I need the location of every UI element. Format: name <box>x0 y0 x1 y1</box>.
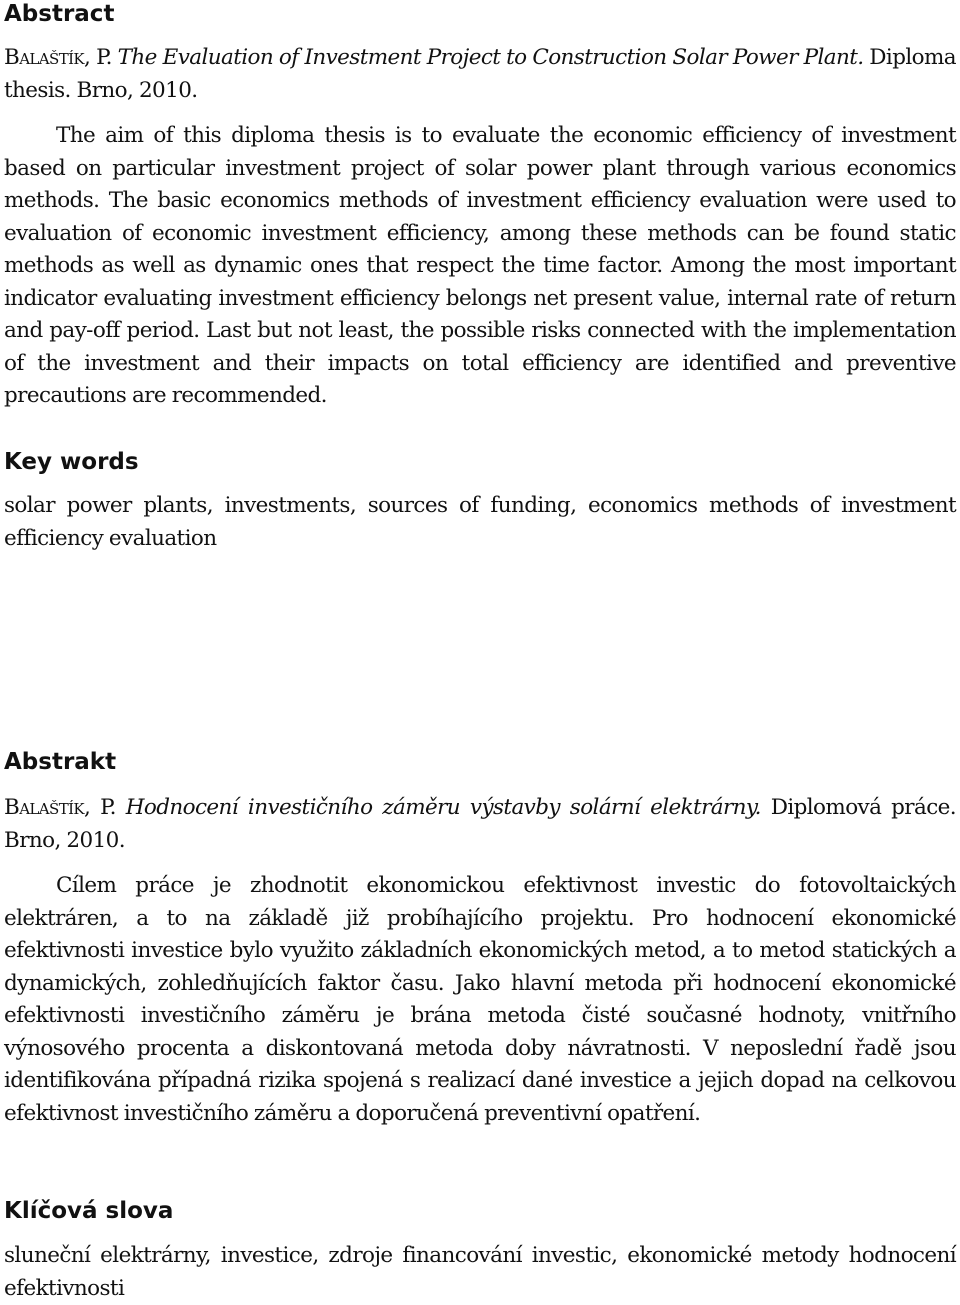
citation-czech <box>4 792 956 857</box>
citation-author-czech: Balaštík, P. <box>4 795 116 820</box>
citation-details: Diploma thesis. Brno, 2010. <box>4 45 956 103</box>
citation-author: Balaštík, P. <box>4 45 112 70</box>
citation-details-czech: Diplomová práce. Brno, 2010. <box>4 795 957 853</box>
keywords-heading: Key words <box>4 449 139 475</box>
keywords-czech: sluneční elektrárny, investice, zdroje financování investic, ekonomické metody hodnocení efektivnosti <box>4 1243 956 1301</box>
citation-title: The Evaluation of Investment Project to Construction Solar Power Plant. <box>117 45 864 70</box>
abstract-body-english: The aim of this diploma thesis is to evaluate the economic efficiency of investment based on particular investment project of solar power plant through various economics methods. The basic economics methods of investment efficiency evaluation were used to evaluation of economic investment efficiency, among these methods can be found static methods as well as dynamic ones that respect the time factor. Among the most important indicator evaluating investment efficiency belongs net present value, internal rate of return and pay-off period. Last but not least, the possible risks connected with the implementation of the investment and their impacts on total efficiency are identified and preventive precautions are recommended. <box>4 123 956 408</box>
citation-title-czech: Hodnocení investičního záměru výstavby solární elektrárny. <box>125 795 761 820</box>
citation-english <box>4 42 956 107</box>
klicova-slova-heading: Klíčová slova <box>4 1198 174 1224</box>
abstrakt-heading: Abstrakt <box>4 749 117 775</box>
abstract-body-czech: Cílem práce je zhodnotit ekonomickou efektivnost investic do fotovoltaických elektráren, a to na základě již probíhajícího projektu. Pro hodnocení ekonomické efektivnosti investice bylo využito základních ekonomických metod, a to metod statických a dynamických, zohledňujících faktor času. Jako hlavní metoda při hodnocení ekonomické efektivnosti investičního záměru je brána metoda čisté současné hodnoty, vnitřního výnosového procenta a diskontovaná metoda doby návratnosti. V neposlední řadě jsou identifikována případná rizika spojená s realizací dané investice a jejich dopad na celkovou efektivnost investičního záměru a doporučená preventivní opatření. <box>4 873 956 1126</box>
abstract-heading: Abstract <box>4 1 115 27</box>
keywords-english: solar power plants, investments, sources of funding, economics methods of investment efficiency evaluation <box>4 493 956 551</box>
